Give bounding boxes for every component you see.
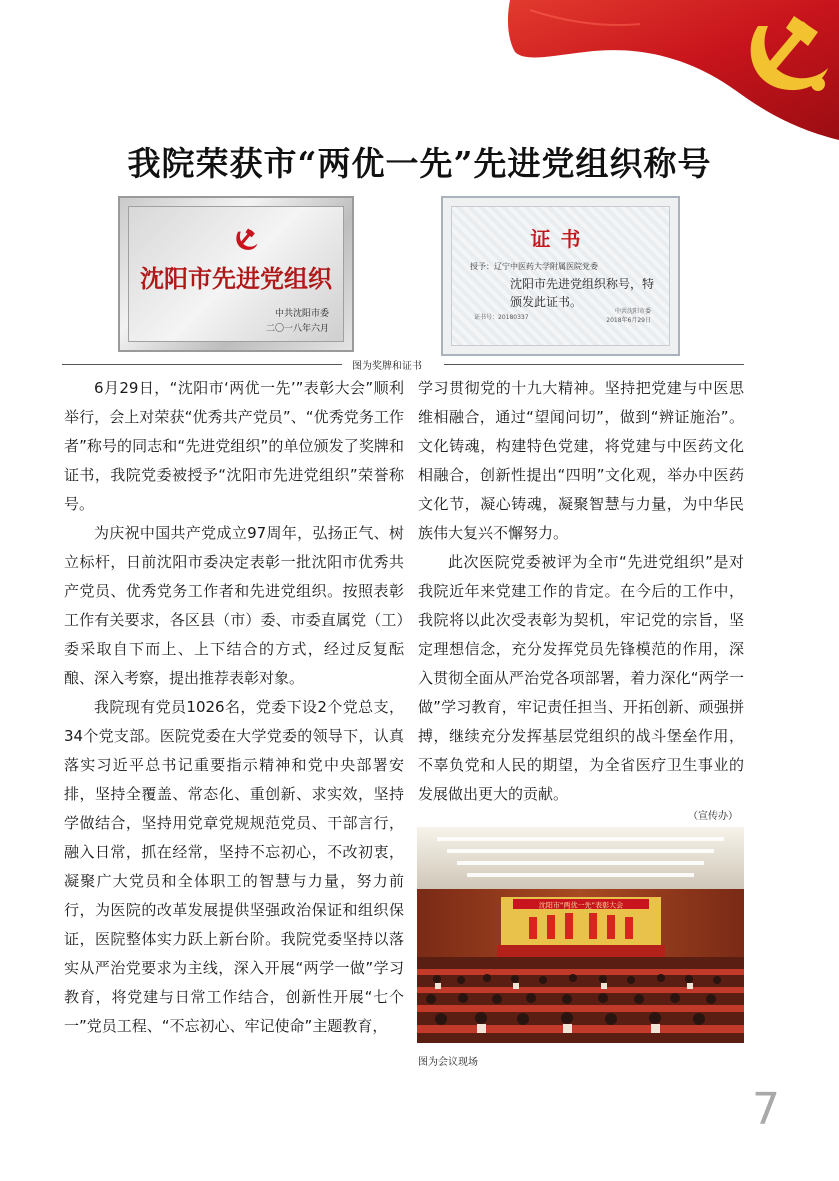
plaque-main-text: 沈阳市先进党组织 <box>140 264 332 293</box>
certificate-signature <box>606 307 651 325</box>
meeting-photo <box>417 827 744 1043</box>
certificate-panel <box>451 206 670 346</box>
caption-rule-right <box>444 364 744 365</box>
article-column-right <box>418 374 744 809</box>
certificate-date: 2018年6月29日 <box>606 317 651 324</box>
certificate-title: 证书 <box>530 227 591 251</box>
certificate-number: 证书号：20180337 <box>474 314 529 321</box>
article-title: 我院荣获市“两优一先”先进党组织称号 <box>127 144 712 183</box>
paragraph: 学习贯彻党的十九大精神。坚持把党建与中医思维相融合，通过“望闻问切”，做到“辨证施治”。文化铸魂，构建特色党建，将党建与中医药文化相融合，创新性提出“四明”文化观，举办中医药文化节，凝心铸魂，凝聚智慧与力量，为中华民族伟大复兴不懈努力。 <box>418 379 744 542</box>
certificate-photo <box>441 196 680 356</box>
photo-caption-bottom: 图为会议现场 <box>418 1057 478 1068</box>
party-emblem-icon <box>233 227 259 253</box>
plaque-photo <box>118 196 354 352</box>
paragraph: 此次医院党委被评为全市“先进党组织”是对我院近年来党建工作的肯定。在今后的工作中，我院将以此次受表彰为契机，牢记党的宗旨，坚定理想信念，充分发挥党员先锋模范的作用，深入贯彻全面从严治党各项部署，着力深化“两学一做”学习教育，牢记责任担当、开拓创新、顽强拼搏，继续充分发挥基层党组织的战斗堡垒作用，不辜负党和人民的期望，为全省医疗卫生事业的发展做出更大的贡献。 <box>418 553 744 803</box>
plaque-panel <box>128 206 344 342</box>
plaque-issuer-block <box>266 307 329 337</box>
paragraph: 为庆祝中国共产党成立97周年，弘扬正气、树立标杆，日前沈阳市委决定表彰一批沈阳市优秀共产党员、优秀党务工作者和先进党组织。按照表彰工作有关要求，各区县（市）委、市委直属党（工）委采取自下而上、上下结合的方式，经过反复酝酿、深入考察，提出推荐表彰对象。 <box>64 524 404 687</box>
paragraph: 6月29日，“沈阳市‘两优一先’”表彰大会”顺利举行，会上对荣获“优秀共产党员”、“优秀党务工作者”称号的同志和“先进党组织”的单位颁发了奖牌和证书，我院党委被授予“沈阳市先进党组织”荣誉称号。 <box>64 379 404 513</box>
certificate-body: 沈阳市先进党组织称号，特颁发此证书。 <box>510 277 655 309</box>
article-column-left <box>64 374 404 1041</box>
meeting-hall-illustration <box>417 827 744 1043</box>
caption-rule-left <box>62 364 342 365</box>
plaque-issuer: 中共沈阳市委 <box>274 309 329 319</box>
page-number: 7 <box>752 1084 780 1135</box>
paragraph: 我院现有党员1026名，党委下设2个党总支，34个党支部。医院党委在大学党委的领导下，认真落实习近平总书记重要指示精神和党中央部署安排，坚持全覆盖、常态化、重创新、求实效，坚持学做结合，坚持用党章党规规范党员、干部言行，融入日常，抓在经常，坚持不忘初心，不改初衷，凝聚广大党员和全体职工的智慧与力量，努力前行，为医院的改革发展提供坚强政治保证和组织保证，医院整体实力跃上新台阶。我院党委坚持以落实从严治党要求为主线，深入开展“两学一做”学习教育，将党建与日常工作结合，创新性开展“七个一”党员工程、“不忘初心、牢记使命”主题教育， <box>64 698 404 1035</box>
certificate-award-line: 授予：辽宁中医药大学附属医院党委 <box>470 262 598 271</box>
plaque-date: 二〇一八年六月 <box>265 324 329 334</box>
photo-caption-top: 图为奖牌和证书 <box>352 361 422 372</box>
certificate-issuer: 中共沈阳市委 <box>614 308 651 315</box>
flag-banner <box>0 0 839 140</box>
article-signature: （宣传办） <box>688 811 738 822</box>
meeting-banner-text: 沈阳市“两优一先”表彰大会 <box>538 901 624 910</box>
